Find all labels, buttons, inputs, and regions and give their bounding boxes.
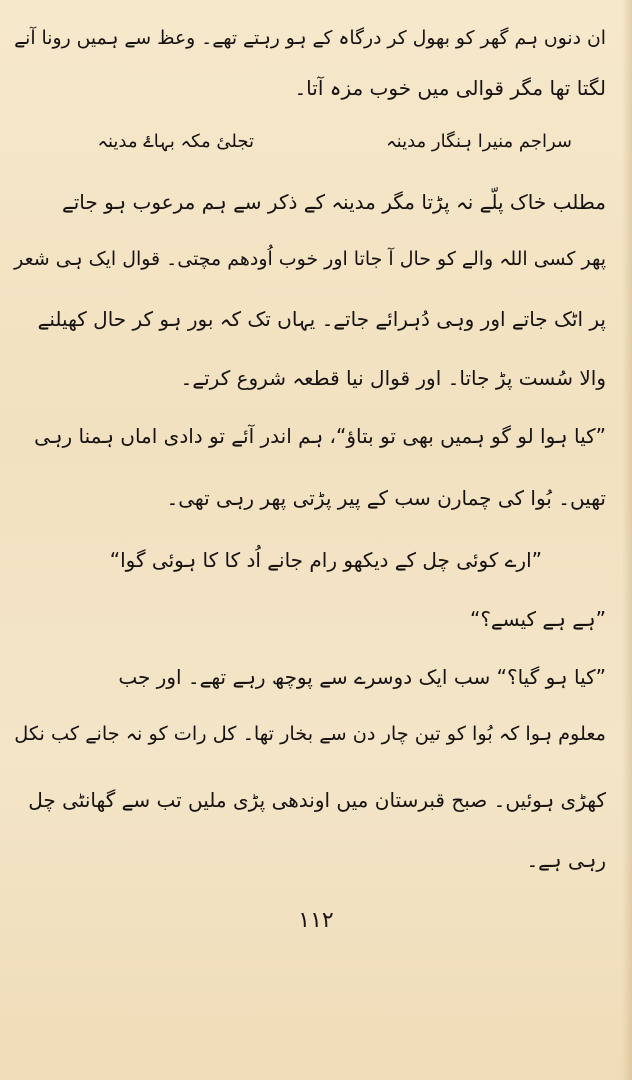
text-line: تھیں۔ بُوا کی چمارن سب کے پیر پڑتی پھر رہی تھی۔ bbox=[166, 486, 606, 510]
text-line: ”ہے ہے کیسے؟“ bbox=[469, 607, 606, 631]
text-line: رہی ہے۔ bbox=[526, 848, 606, 872]
text-line: پر اٹک جاتے اور وہی دُہرائے جاتے۔ یہاں تک کہ بور ہو کر حال کھیلنے bbox=[37, 307, 606, 331]
text-line: والا سُست پڑ جاتا۔ اور قوال نیا قطعہ شروع کرتے۔ bbox=[180, 366, 606, 390]
text-line: ”کیا ہو گیا؟“ سب ایک دوسرے سے پوچھ رہے تھے۔ اور جب bbox=[118, 665, 606, 689]
verse-line: سراجم منیرا ہنگار مدینہ bbox=[386, 131, 572, 152]
text-line: ”ارے کوئی چل کے دیکھو رام جانے اُد کا کا ہوئی گوا“ bbox=[109, 548, 542, 572]
text-line: پھر کسی اللہ والے کو حال آ جاتا اور خوب اُودھم مچتی۔ قوال ایک ہی شعر bbox=[14, 248, 606, 270]
text-line: ان دنوں ہم گھر کو بھول کر درگاہ کے ہو رہتے تھے۔ وعظ سے ہمیں رونا آنے bbox=[14, 28, 606, 49]
page-number: ۱۱۲ bbox=[298, 908, 334, 933]
text-line: کھڑی ہوئیں۔ صبح قبرستان میں اوندھی پڑی ملیں تب سے گھانٹی چل bbox=[28, 788, 606, 812]
text-line: لگتا تھا مگر قوالی میں خوب مزہ آتا۔ bbox=[294, 76, 606, 100]
text-line: مطلب خاک پلّے نہ پڑتا مگر مدینہ کے ذکر سے ہم مرعوب ہو جاتے bbox=[61, 190, 606, 214]
text-line: ”کیا ہوا لو گو ہمیں بھی تو بتاؤ“، ہم اندر آئے تو دادی اماں ہمنا رہی bbox=[34, 424, 606, 448]
verse-line: تجلیٔ مکہ بہاۓ مدینہ bbox=[97, 131, 254, 152]
text-line: معلوم ہوا کہ بُوا کو تین چار دن سے بخار تھا۔ کل رات کو نہ جانے کب نکل bbox=[14, 722, 606, 745]
